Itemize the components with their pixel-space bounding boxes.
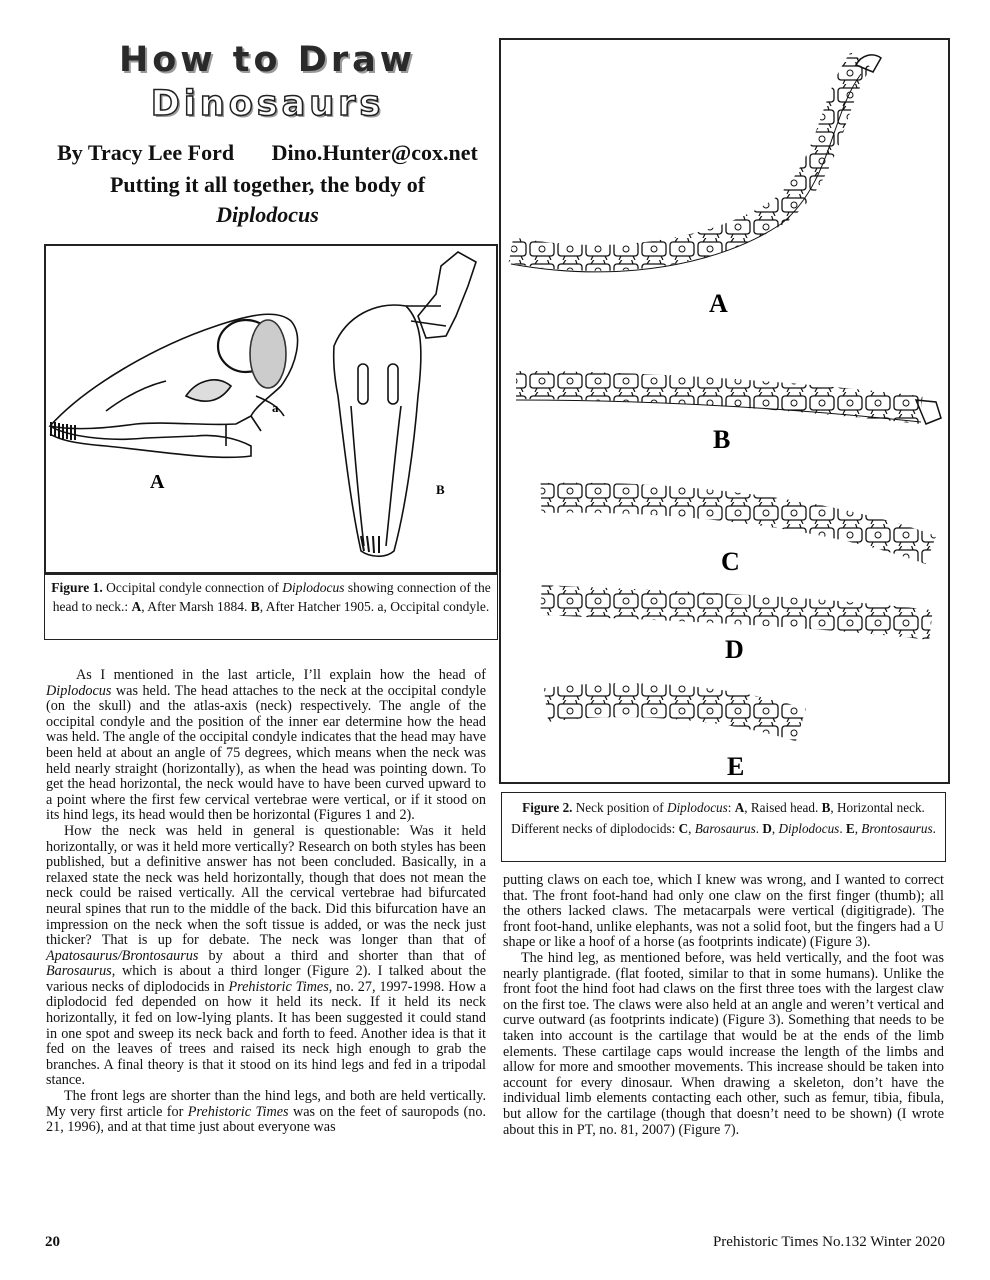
author-email: Dino.Hunter@cox.net bbox=[271, 140, 478, 165]
paragraph: putting claws on each toe, which I knew was wrong, and I wanted to correct that. The front foot-hand had only one claw on the first finger (thumb); all the others lacked claws. The metacarpals were vertical (digitigrade). The front foot-hand, unlike elephants, was not a solid foot, but the fingers had a U shape or like a hoof of a horse (as footprints indicate) (Figure 3). bbox=[503, 872, 944, 951]
neck-A-raised bbox=[511, 55, 881, 272]
label-figure2-B: B bbox=[713, 425, 731, 454]
caption2-lead: Figure 2. bbox=[522, 800, 573, 815]
text-run: , no. 27, 1997-1998. How a diplodocid fed depended on how it held its neck. If it held its neck horizontally, it fed on low-lying plants. It has been suggested it could stand in one spot and sweep its neck back and forth to feed. Another idea is that it fed on the leaves of trees and raised its neck high enough to grab the branches. A final theory is that it stood on its hind legs and fed in a tripodal stance. bbox=[46, 978, 486, 1089]
caption1-ref: A bbox=[131, 599, 142, 614]
caption2-ref: C bbox=[678, 821, 689, 836]
text-italic: Barosaurus bbox=[46, 963, 112, 980]
caption2-text: Neck position of bbox=[572, 800, 667, 815]
caption2-text: . bbox=[839, 821, 846, 836]
text-run: How the neck was held in general is questionable: Was it held horizontally, or was it held more vertically? Research on both styles has been published, but a definitive answer has not been concluded. Basically, in a relaxed state the neck was held horizontally, though that does not mean the neck could be raised vertically. All the cervical vertebrae had bifurcated neural spines that run to the middle of the back. Did this bifurcation have an impression on the neck when the soft tissue is added, or was the neck just thicker? That is up for debate. The neck was longer than that of bbox=[46, 822, 486, 949]
skull-lateral-drawing bbox=[50, 314, 298, 457]
caption2-text: , bbox=[688, 821, 695, 836]
caption1-lead: Figure 1. bbox=[51, 580, 103, 595]
caption2-text: , bbox=[854, 821, 862, 836]
figure2-illustration bbox=[501, 40, 948, 782]
caption2-text: . bbox=[932, 821, 936, 836]
caption2-taxon: Brontosaurus bbox=[861, 821, 933, 836]
label-figure2-A: A bbox=[709, 289, 728, 318]
subtitle-text: Putting it all together, the body of bbox=[109, 172, 426, 197]
label-occipital-a: a bbox=[272, 400, 279, 415]
caption1-text: Occipital condyle connection of bbox=[102, 580, 283, 595]
caption2-ref: B bbox=[821, 800, 831, 815]
paragraph bbox=[46, 1089, 486, 1136]
text-run: was held. The head attaches to the neck at the occipital condyle (on the skull) and the atlas-axis (neck) respectively. The angle of the occipital condyle and the position of the inner ear determine how the head was held. The angle of the occipital condyle indicates that the head may have been held at about an angle of 75 degrees, which means when the neck was held nearly straight (horizontally), as when the head was pointing down. To get the head horizontal, the neck would have to have been curved upward to a point where the first few cervical vertebrae were vertical, or if it stood on its hind legs, its head would then be horizontal (Figures 1 and 2). bbox=[46, 682, 486, 824]
figure1-illustration bbox=[46, 246, 496, 572]
article-subtitle bbox=[45, 170, 490, 230]
body-column-right bbox=[503, 873, 944, 1138]
paragraph bbox=[46, 668, 486, 824]
caption2-text: : bbox=[727, 800, 735, 815]
neck-D-diplodocus bbox=[541, 600, 931, 625]
figure1-image bbox=[44, 244, 498, 574]
caption2-text: . bbox=[755, 821, 763, 836]
label-figure1-B: B bbox=[436, 482, 445, 497]
text-run: , which is about a third longer (Figure 2). I talked about the various necks of diplodocids in bbox=[46, 963, 486, 995]
caption2-text: , Horizontal neck. Different necks of diplodocids: bbox=[511, 800, 925, 836]
figure2-image bbox=[499, 38, 950, 784]
paragraph: The hind leg, as mentioned before, was held vertically, and the foot was nearly plantigrade. (flat footed, similar to that in some humans). Unlike the front foot the hind foot had claws on the first three toes with the largest claw on the first toe. The claws were also held at an angle and weren’t vertical and curve outward (as footprints indicate) (Figure 3). Something that needs to be taken into account is the cartilage that would be at the ends of the limb elements. These cartilage caps would increase the length of the limbs and allow for more and smoother movements. This increase should be taken into account for every dinosaur. When drawing a skeleton, don’t have the individual limb elements contacting each other, such as femur, tibia, fibula, but allow for the cartilage (though that doesn’t need to be shown) (I wrote about this in PT, no. 81, 2007) (Figure 7). bbox=[503, 949, 944, 1138]
publication-footer: Prehistoric Times No.132 Winter 2020 bbox=[712, 1234, 945, 1250]
caption2-taxon: Diplodocus bbox=[778, 821, 840, 836]
text-run: As I mentioned in the last article, I’ll explain how the head of bbox=[76, 667, 486, 683]
caption1-text: , After Hatcher 1905. a, Occipital condyle. bbox=[259, 599, 490, 614]
page-number: 20 bbox=[45, 1234, 60, 1250]
byline bbox=[45, 140, 490, 166]
label-figure1-A: A bbox=[150, 471, 165, 493]
caption2-taxon: Diplodocus bbox=[666, 800, 728, 815]
text-italic: Prehistoric Times bbox=[228, 978, 329, 995]
author-name: By Tracy Lee Ford bbox=[57, 140, 235, 165]
caption1-ref: B bbox=[250, 599, 260, 614]
caption1-taxon: Diplodocus bbox=[282, 580, 345, 595]
neck-E-brontosaurus bbox=[546, 700, 801, 725]
text-italic: Diplodocus bbox=[46, 682, 112, 699]
label-figure2-D: D bbox=[725, 635, 744, 664]
article-title-line2: Dinosaurs bbox=[150, 84, 385, 124]
figure1-caption bbox=[44, 574, 498, 640]
caption2-ref: A bbox=[734, 800, 745, 815]
caption2-ref: E bbox=[845, 821, 855, 836]
text-italic: Apatosaurus/Brontosaurus bbox=[46, 947, 199, 964]
paragraph bbox=[46, 824, 486, 1089]
caption1-text: , After Marsh 1884. bbox=[141, 599, 251, 614]
skull-dorsal-drawing bbox=[334, 252, 476, 556]
caption2-text: , Raised head. bbox=[744, 800, 822, 815]
figure2-caption bbox=[501, 792, 946, 862]
caption2-ref: D bbox=[762, 821, 772, 836]
neck-B-horizontal bbox=[516, 385, 941, 424]
label-figure2-C: C bbox=[721, 547, 740, 576]
subtitle-taxon: Diplodocus bbox=[216, 202, 319, 227]
neck-C-barosaurus bbox=[541, 498, 931, 550]
body-column-left bbox=[46, 668, 486, 1136]
text-italic: Prehistoric Times bbox=[187, 1103, 289, 1120]
article-title-line1: How to Draw bbox=[118, 40, 417, 80]
caption2-taxon: Barosaurus bbox=[694, 821, 756, 836]
text-run: was on the feet of sauropods (no. 21, 1996), and at that time just about everyone was bbox=[46, 1103, 486, 1136]
text-run: The front legs are shorter than the hind legs, and both are held vertically. My very first article for bbox=[46, 1088, 486, 1120]
text-run: by about a third and shorter than that of bbox=[198, 947, 486, 964]
caption1-text: showing connection of the head to neck.: bbox=[52, 580, 491, 614]
caption2-text: , bbox=[771, 821, 779, 836]
label-figure2-E: E bbox=[727, 752, 745, 781]
